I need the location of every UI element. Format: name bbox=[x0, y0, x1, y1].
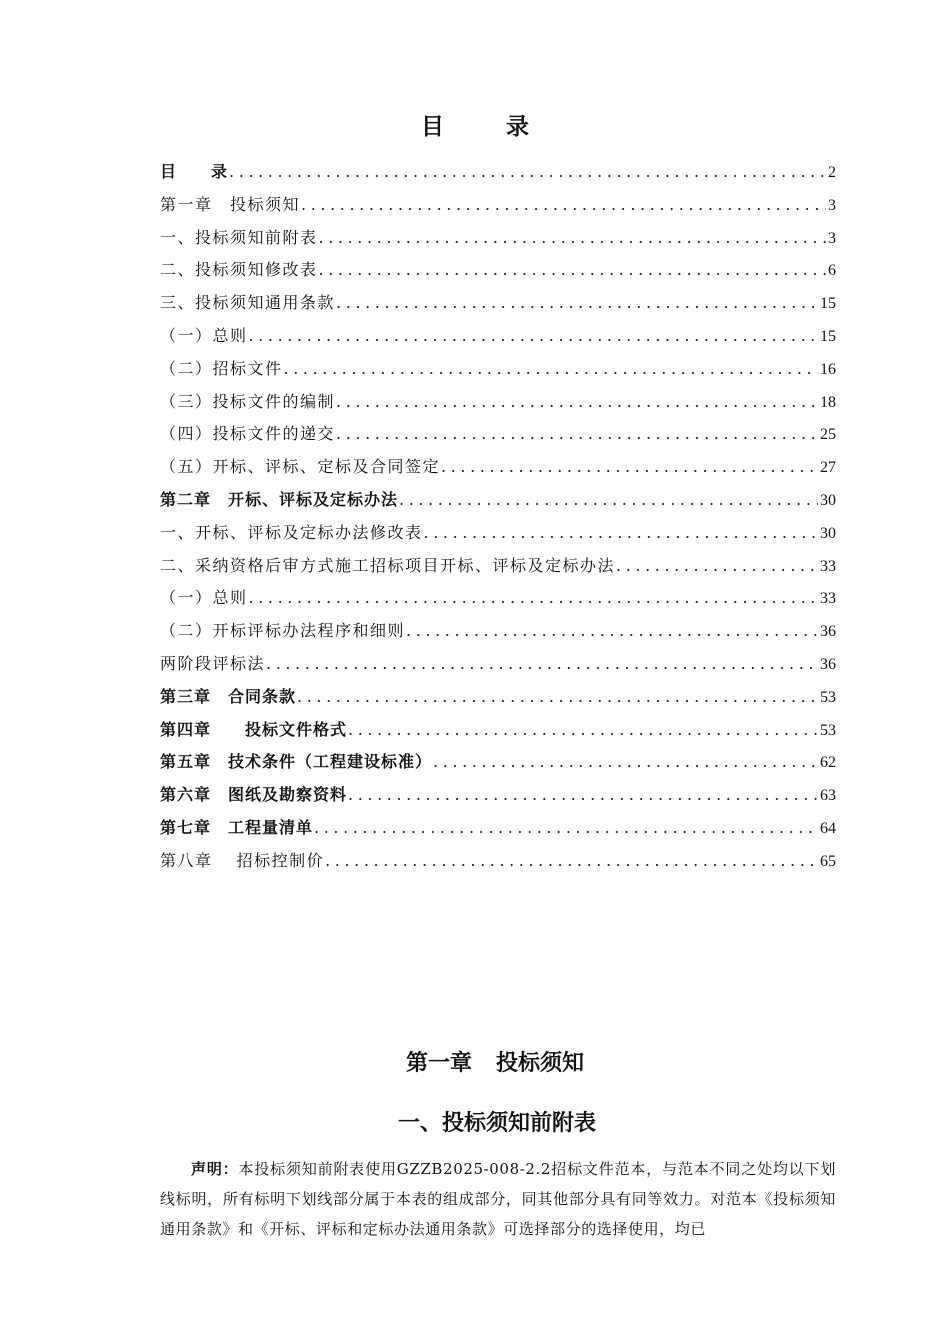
toc-dot-leader bbox=[325, 845, 818, 878]
toc-dot-leader bbox=[348, 714, 818, 747]
toc-entry-page: 63 bbox=[820, 787, 836, 805]
toc-title bbox=[0, 108, 950, 141]
toc-entry-page: 27 bbox=[820, 459, 836, 477]
toc-entry-label: 二、投标须知修改表 bbox=[160, 260, 318, 280]
toc-title-left: 目 bbox=[421, 114, 444, 140]
section-heading: 一、投标须知前附表 bbox=[397, 1111, 596, 1136]
toc-entry-label: 第八章 招标控制价 bbox=[160, 850, 325, 870]
toc-entry[interactable] bbox=[160, 714, 836, 747]
toc-entry-label: （三）投标文件的编制 bbox=[160, 391, 336, 411]
toc-entry[interactable] bbox=[160, 222, 836, 255]
toc-entry-label: 第三章 合同条款 bbox=[160, 686, 297, 706]
toc-entry-label: 第七章 工程量清单 bbox=[160, 817, 314, 837]
toc-entry-label: 第一章 投标须知 bbox=[160, 194, 301, 214]
statement-lead: 声明： bbox=[191, 1160, 239, 1178]
toc-entry[interactable] bbox=[160, 746, 836, 779]
toc-dot-leader bbox=[433, 746, 818, 779]
toc-entry[interactable] bbox=[160, 451, 836, 484]
toc-entry-label: 目 录 bbox=[160, 162, 229, 181]
toc-dot-leader bbox=[297, 681, 818, 714]
toc-dot-leader bbox=[616, 550, 818, 583]
toc-title-right: 录 bbox=[506, 114, 529, 140]
toc-entry-page: 6 bbox=[828, 262, 836, 280]
toc-dot-leader bbox=[399, 484, 818, 517]
toc-dot-leader bbox=[336, 287, 818, 320]
table-of-contents bbox=[160, 156, 836, 878]
toc-entry-label: 一、投标须知前附表 bbox=[160, 227, 318, 247]
toc-entry-page: 33 bbox=[820, 557, 836, 575]
toc-entry-label: 第五章 技术条件（工程建设标准） bbox=[160, 752, 433, 772]
toc-dot-leader bbox=[249, 582, 818, 615]
toc-entry-page: 15 bbox=[820, 327, 836, 345]
toc-entry[interactable] bbox=[160, 189, 836, 222]
toc-dot-leader bbox=[314, 812, 818, 845]
toc-entry-page: 62 bbox=[820, 754, 836, 772]
toc-dot-leader bbox=[336, 418, 818, 451]
toc-dot-leader bbox=[319, 254, 826, 287]
toc-entry[interactable] bbox=[160, 320, 836, 353]
toc-entry-page: 33 bbox=[820, 590, 836, 608]
toc-entry[interactable] bbox=[160, 582, 836, 615]
toc-entry-page: 53 bbox=[820, 721, 836, 739]
toc-dot-leader bbox=[424, 517, 818, 550]
statement-paragraph bbox=[160, 1154, 836, 1244]
toc-entry-label: 第二章 开标、评标及定标办法 bbox=[160, 489, 399, 509]
toc-dot-leader bbox=[229, 156, 826, 189]
toc-entry[interactable] bbox=[160, 615, 836, 648]
toc-entry[interactable] bbox=[160, 550, 836, 583]
toc-entry[interactable] bbox=[160, 681, 836, 714]
toc-entry-page: 3 bbox=[828, 229, 836, 247]
toc-entry[interactable] bbox=[160, 779, 836, 812]
toc-entry[interactable] bbox=[160, 517, 836, 550]
chapter-heading-title: 投标须知 bbox=[496, 1051, 585, 1076]
toc-entry-page: 36 bbox=[820, 623, 836, 641]
toc-dot-leader bbox=[284, 353, 818, 386]
toc-entry-page: 36 bbox=[820, 655, 836, 673]
toc-entry-page: 16 bbox=[820, 360, 836, 378]
toc-entry-label: 三、投标须知通用条款 bbox=[160, 293, 336, 313]
toc-dot-leader bbox=[348, 779, 818, 812]
toc-entry-label: （二）开标评标办法程序和细则 bbox=[160, 621, 406, 641]
toc-entry-page: 18 bbox=[820, 393, 836, 411]
toc-entry[interactable] bbox=[160, 386, 836, 419]
toc-entry-page: 30 bbox=[820, 524, 836, 542]
chapter-heading bbox=[0, 1046, 950, 1077]
toc-entry[interactable] bbox=[160, 418, 836, 451]
toc-entry-page: 65 bbox=[820, 852, 836, 870]
toc-entry-label: 第四章 投标文件格式 bbox=[160, 719, 348, 739]
toc-entry-page: 25 bbox=[820, 426, 836, 444]
toc-dot-leader bbox=[441, 451, 818, 484]
toc-entry[interactable] bbox=[160, 353, 836, 386]
chapter-heading-number: 第一章 bbox=[405, 1051, 472, 1076]
toc-entry-label: （四）投标文件的递交 bbox=[160, 424, 336, 444]
statement-text: 本投标须知前附表使用GZZB2025-008-2.2招标文件范本，与范本不同之处均以下划线标明，所有标明下划线部分属于本表的组成部分，同其他部分具有同等效力。对范本《投标须知通用条款》和《开标、评标和定标办法通用条款》可选择部分的选择使用，均已 bbox=[160, 1160, 836, 1238]
toc-entry-page: 3 bbox=[828, 196, 836, 214]
toc-dot-leader bbox=[319, 222, 826, 255]
toc-entry-label: 两阶段评标法 bbox=[160, 653, 266, 673]
toc-entry-page: 2 bbox=[828, 164, 836, 181]
toc-entry[interactable] bbox=[160, 812, 836, 845]
toc-entry-page: 30 bbox=[820, 491, 836, 509]
toc-entry[interactable] bbox=[160, 648, 836, 681]
toc-entry-label: 第六章 图纸及勘察资料 bbox=[160, 785, 348, 805]
toc-entry[interactable] bbox=[160, 845, 836, 878]
toc-entry[interactable] bbox=[160, 484, 836, 517]
toc-dot-leader bbox=[406, 615, 818, 648]
toc-entry-label: （一）总则 bbox=[160, 588, 248, 608]
toc-dot-leader bbox=[336, 386, 818, 419]
toc-entry-label: 二、采纳资格后审方式施工招标项目开标、评标及定标办法 bbox=[160, 555, 616, 575]
toc-dot-leader bbox=[249, 320, 818, 353]
toc-entry-page: 15 bbox=[820, 295, 836, 313]
toc-dot-leader bbox=[266, 648, 818, 681]
toc-entry-label: （二）招标文件 bbox=[160, 358, 283, 378]
toc-entry[interactable] bbox=[160, 156, 836, 189]
toc-entry-page: 53 bbox=[820, 688, 836, 706]
toc-entry-label: 一、开标、评标及定标办法修改表 bbox=[160, 522, 423, 542]
toc-entry-label: （一）总则 bbox=[160, 325, 248, 345]
toc-entry-label: （五）开标、评标、定标及合同签定 bbox=[160, 457, 441, 477]
toc-entry-page: 64 bbox=[820, 819, 836, 837]
toc-entry[interactable] bbox=[160, 287, 836, 320]
toc-entry[interactable] bbox=[160, 254, 836, 287]
toc-dot-leader bbox=[301, 189, 826, 222]
